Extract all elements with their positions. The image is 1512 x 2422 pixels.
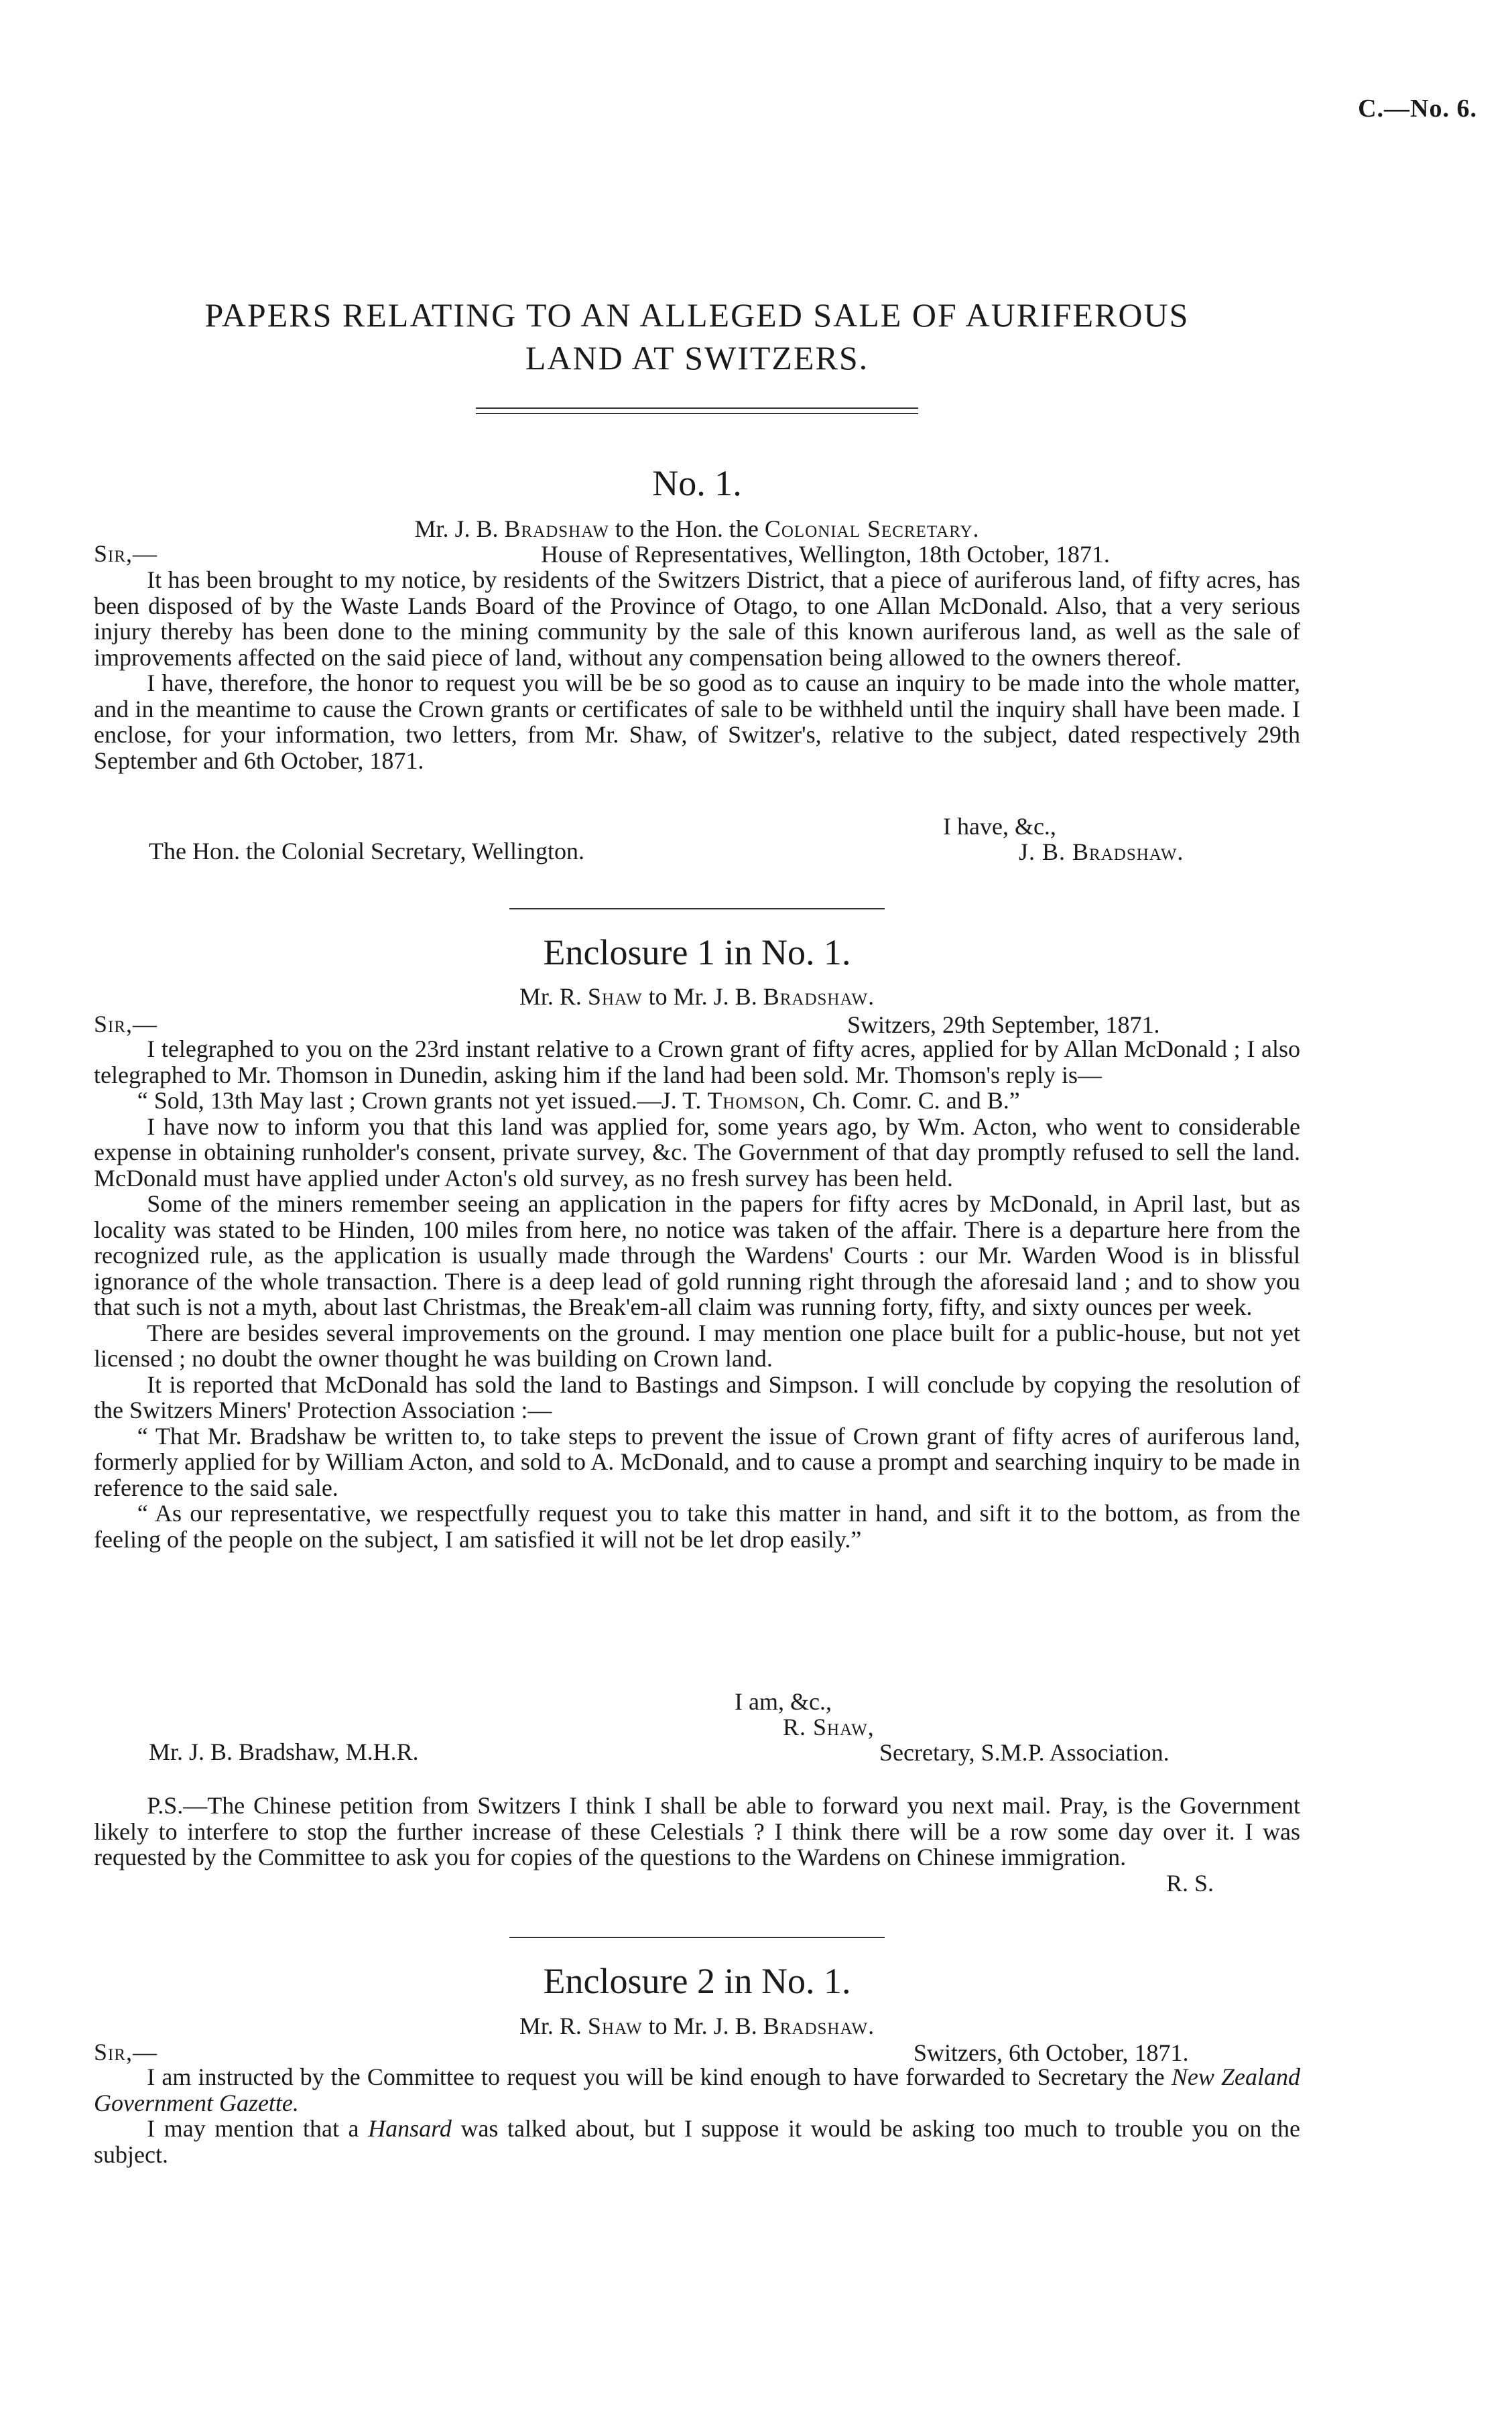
- enc2-from-name: Shaw: [587, 2013, 643, 2039]
- enc1-paragraph-1: I telegraphed to you on the 23rd instant relative to a Crown grant of fifty acres, applied for by Allan McDonald ; I also telegraphed to Mr. Thomson in Dunedin, asking him if the land had been sold. Mr. Thomson's reply is—: [94, 1035, 1300, 1088]
- section-rule-1: [509, 908, 885, 909]
- enc1-signature-title: Secretary, S.M.P. Association.: [879, 1739, 1170, 1766]
- enc1-to-name: Bradshaw.: [763, 983, 875, 1010]
- enc2-to-name: Bradshaw.: [763, 2013, 875, 2039]
- document-title: [94, 294, 1300, 379]
- enc2-salutation: Sir,—: [94, 2039, 158, 2065]
- enc1-salutation: Sir,—: [94, 1011, 158, 1037]
- no1-dateline: House of Representatives, Wellington, 18th October, 1871.: [541, 541, 1110, 568]
- enc1-quote-1-title: Ch. Comr. C. and B.”: [812, 1087, 1020, 1114]
- enc1-paragraph-5: It is reported that McDonald has sold the land to Bastings and Simpson. I will conclude by copying the resolution of the Switzers Miners' Protection Association :—: [94, 1371, 1300, 1423]
- no1-to-name: Colonial Secretary.: [764, 515, 980, 542]
- enc1-from-prefix: Mr. R.: [519, 983, 582, 1010]
- enc1-resolution-2: “ As our representative, we respectfully request you to take this matter in hand, and sift it to the bottom, as from the feeling of the people on the subject, I am satisfied it will not be let drop easily.”: [94, 1500, 1300, 1553]
- enc1-ps-text: P.S.—The Chinese petition from Switzers I think I shall be able to forward you next mail. Pray, is the Government likely to interfere to stop the further increase of these Celestials ? I think there will be a row some day over it. I was requested by the Committee to ask you for copies of the questions to the Wardens on Chinese immigration.: [94, 1792, 1300, 1870]
- enc2-to-prefix: to Mr. J. B.: [648, 2013, 757, 2039]
- enc1-paragraph-3: Some of the miners remember seeing an application in the papers for fifty acres by McDonald, in April last, but as locality was stated to be Hinden, 100 miles from here, no notice was taken of the affair. There is a departure here from the recognized rule, as the application is usually made through the Wardens' Courts : our Mr. Warden Wood is in blissful ignorance of the whole transaction. There is a deep lead of gold running right through the aforesaid land ; and to show you that such is not a myth, about last Christmas, the Break'em-all claim was running forty, fifty, and sixty ounces per week.: [94, 1190, 1300, 1320]
- enc1-quote-1: [94, 1088, 1300, 1114]
- enc2-paragraph-2-lead: I may mention that a: [147, 2115, 359, 2142]
- enc2-paragraph-2: [94, 2116, 1300, 2167]
- title-double-rule: [476, 407, 918, 414]
- enc1-postscript: [94, 1793, 1300, 1870]
- section-rule-2: [509, 1937, 885, 1938]
- enc1-correspondents: [94, 982, 1300, 1011]
- title-line-1: PAPERS RELATING TO AN ALLEGED SALE OF AURIFEROUS: [204, 296, 1190, 334]
- enc2-from-prefix: Mr. R.: [519, 2013, 582, 2039]
- no1-from-prefix: Mr. J. B.: [414, 515, 499, 542]
- no1-to-prefix: to the Hon. the: [615, 515, 759, 542]
- enc2-dateline: Switzers, 6th October, 1871.: [914, 2039, 1189, 2066]
- enc1-ps-initials: R. S.: [1166, 1870, 1214, 1897]
- enc2-paragraph-1: [94, 2064, 1300, 2116]
- enc1-to-prefix: to Mr. J. B.: [648, 983, 757, 1010]
- enc1-from-name: Shaw: [587, 983, 643, 1010]
- enc1-closing: I am, &c.,: [735, 1688, 832, 1715]
- no1-closing: I have, &c.,: [943, 813, 1056, 840]
- enc1-body: [94, 1036, 1300, 1552]
- enc1-quote-1-name: Thomson,: [707, 1087, 806, 1114]
- enc1-addressee: Mr. J. B. Bradshaw, M.H.R.: [149, 1738, 419, 1765]
- enc2-heading: Enclosure 2 in No. 1.: [543, 1961, 851, 2001]
- no1-paragraph-1: It has been brought to my notice, by residents of the Switzers District, that a piece of auriferous land, of fifty acres, has been disposed of by the Waste Lands Board of the Province of Otago, to one Allan McDonald. Also, that a very serious injury thereby has been done to the mining community by the sale of this known auriferous land, as well as the sale of improvements affected on the said piece of land, without any compensation being allowed to the owners thereof.: [94, 566, 1300, 671]
- enc2-body: [94, 2064, 1300, 2167]
- enc1-paragraph-4: There are besides several improvements on the ground. I may mention one place built for a public-house, but not yet licensed ; no doubt the owner thought he was building on Crown land.: [94, 1319, 1300, 1372]
- no1-body: [94, 567, 1300, 773]
- no1-heading: No. 1.: [652, 463, 742, 503]
- enc1-signature: R. Shaw,: [783, 1714, 875, 1740]
- enc2-paragraph-1-text: I am instructed by the Committee to request you will be kind enough to have forwarded to Secretary the: [147, 2063, 1165, 2090]
- enc2-hansard: Hansard: [368, 2115, 452, 2142]
- enc1-heading: Enclosure 1 in No. 1.: [543, 932, 851, 972]
- enc1-dateline: Switzers, 29th September, 1871.: [847, 1011, 1160, 1038]
- enc1-quote-1-text: “ Sold, 13th May last ; Crown grants not yet issued.—J. T.: [137, 1087, 702, 1114]
- no1-paragraph-2: I have, therefore, the honor to request you will be be so good as to cause an inquiry to be made into the whole matter, and in the meantime to cause the Crown grants or certificates of sale to be withheld until the inquiry shall have been made. I enclose, for your information, two letters, from Mr. Shaw, of Switzer's, relative to the subject, dated respectively 29th September and 6th October, 1871.: [94, 670, 1300, 774]
- enc1-resolution-1: “ That Mr. Bradshaw be written to, to take steps to prevent the issue of Crown grant of fifty acres of auriferous land, formerly applied for by William Acton, and sold to A. McDonald, and to cause a prompt and searching inquiry to be made in reference to the said sale.: [94, 1422, 1300, 1501]
- enc2-gazette-title: New Zealand Government Gazette.: [94, 2063, 1300, 2116]
- no1-signature: J. B. Bradshaw.: [1019, 838, 1184, 865]
- no1-from-name: Bradshaw: [504, 515, 609, 542]
- page-reference: C.—No. 6.: [1358, 94, 1477, 123]
- title-line-2: LAND AT SWITZERS.: [525, 339, 869, 377]
- no1-correspondents: [94, 515, 1300, 543]
- no1-salutation: Sir,—: [94, 540, 158, 567]
- enc1-paragraph-2: I have now to inform you that this land was applied for, some years ago, by Wm. Acton, who went to considerable expense in obtaining runholder's consent, private survey, &c. The Government of that day promptly refused to sell the land. McDonald must have applied under Acton's old survey, as no fresh survey has been held.: [94, 1112, 1300, 1192]
- enc2-paragraph-2-rest: was talked about, but I suppose it would be asking too much to trouble you on the subject.: [94, 2115, 1301, 2168]
- no1-addressee: The Hon. the Colonial Secretary, Wellington.: [149, 838, 584, 865]
- enc2-correspondents: [94, 2012, 1300, 2040]
